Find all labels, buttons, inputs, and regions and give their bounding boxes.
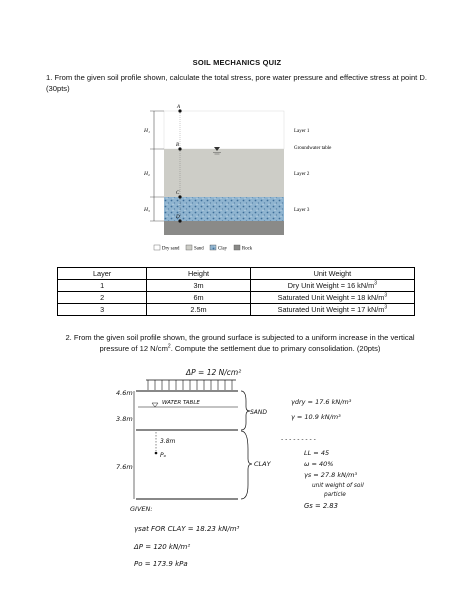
sand-prop-1: γdry = 17.6 kN/m³	[291, 398, 352, 406]
point-c-label: C	[176, 191, 180, 196]
h3-label: H₃	[144, 207, 150, 213]
depth-top: 4.6m	[116, 389, 133, 397]
sand-label: SAND	[250, 409, 268, 416]
cell-unit-weight: Saturated Unit Weight = 18 $kN/m^3$	[250, 292, 414, 304]
h1-label: H₁	[144, 128, 150, 134]
layer-1-label: Layer 1	[294, 129, 310, 134]
table-row	[58, 304, 415, 316]
clay-prop-5: particle	[324, 492, 346, 498]
question-1: 1. From the given soil profile shown, calculate the total stress, pore water pressure and effective stress at point D. (30pts)	[46, 73, 427, 93]
water-table-label: WATER TABLE	[162, 400, 200, 406]
clay-prop-4: unit weight of soil	[312, 483, 364, 489]
mid-clay-depth: 3.8m	[160, 438, 176, 445]
cell-unit-weight: Saturated Unit Weight = 17 $kN/m^3$	[250, 304, 414, 316]
given-label: GIVEN:	[130, 505, 153, 513]
layer-table	[57, 267, 415, 316]
load-label: ΔP = 12 N/cm²	[186, 368, 242, 377]
depth-sand: 3.8m	[116, 415, 133, 423]
cell-height: 2.5m	[147, 304, 251, 316]
point-d-label: D	[176, 215, 180, 220]
groundwater-label: Groundwater table	[294, 146, 332, 151]
cell-unit-weight: Dry Unit Weight = 16 $kN/m^3$	[250, 280, 414, 292]
given-1: γsat FOR CLAY = 18.23 kN/m³	[134, 525, 240, 533]
clay-prop-2: ω = 40%	[304, 460, 334, 468]
header-height: Height	[147, 268, 251, 280]
header-layer: Layer	[58, 268, 147, 280]
given-3: Po = 173.9 kPa	[134, 560, 188, 568]
legend-sand: Sand	[194, 246, 204, 252]
h2-label: H₂	[144, 171, 150, 177]
legend-dry-sand: Dry sand	[162, 246, 180, 252]
layer-rock	[164, 221, 284, 235]
question-2: 2. From the given soil profile shown, the ground surface is subjected to a uniform increase in the vertical pressure of 12 $N/cm^2$. Compute the settlement due to primary consolidation. (20pts)	[65, 333, 415, 353]
clay-prop-6: Gs = 2.83	[304, 502, 338, 510]
quiz-title: SOIL MECHANICS QUIZ	[192, 58, 282, 67]
cell-layer: 3	[58, 304, 147, 316]
separator-dashes: - - - - - - - - -	[281, 436, 316, 443]
cell-layer: 2	[58, 292, 147, 304]
cell-height: 6m	[147, 292, 251, 304]
clay-prop-1: LL = 45	[304, 449, 330, 457]
po-label: Pₒ	[160, 452, 167, 459]
table-row	[58, 280, 415, 292]
given-2: ΔP = 120 kN/m²	[134, 543, 191, 551]
legend-rock: Rock	[242, 246, 253, 252]
clay-prop-3: γs = 27.8 kN/m³	[304, 471, 358, 479]
soil-profile-figure	[140, 103, 340, 258]
layer-3-label: Layer 3	[294, 208, 310, 213]
load-arrows	[148, 380, 232, 390]
layer-clay	[164, 197, 284, 221]
layer-dry-sand	[164, 111, 284, 149]
cell-layer: 1	[58, 280, 147, 292]
depth-clay: 7.6m	[116, 463, 133, 471]
water-table-icon	[152, 403, 158, 407]
legend-clay: Clay	[218, 246, 228, 252]
cell-height: 3m	[147, 280, 251, 292]
point-a-label: A	[177, 105, 181, 110]
point-b-label: B	[176, 143, 180, 148]
po-point	[155, 452, 158, 455]
layer-sand	[164, 149, 284, 197]
table-header-row	[58, 268, 415, 280]
header-unit-weight: Unit Weight	[250, 268, 414, 280]
layer-2-label: Layer 2	[294, 172, 310, 177]
consolidation-sketch	[76, 363, 396, 603]
clay-label: CLAY	[254, 460, 271, 468]
table-row	[58, 292, 415, 304]
sand-prop-2: γ = 10.9 kN/m³	[291, 413, 341, 421]
